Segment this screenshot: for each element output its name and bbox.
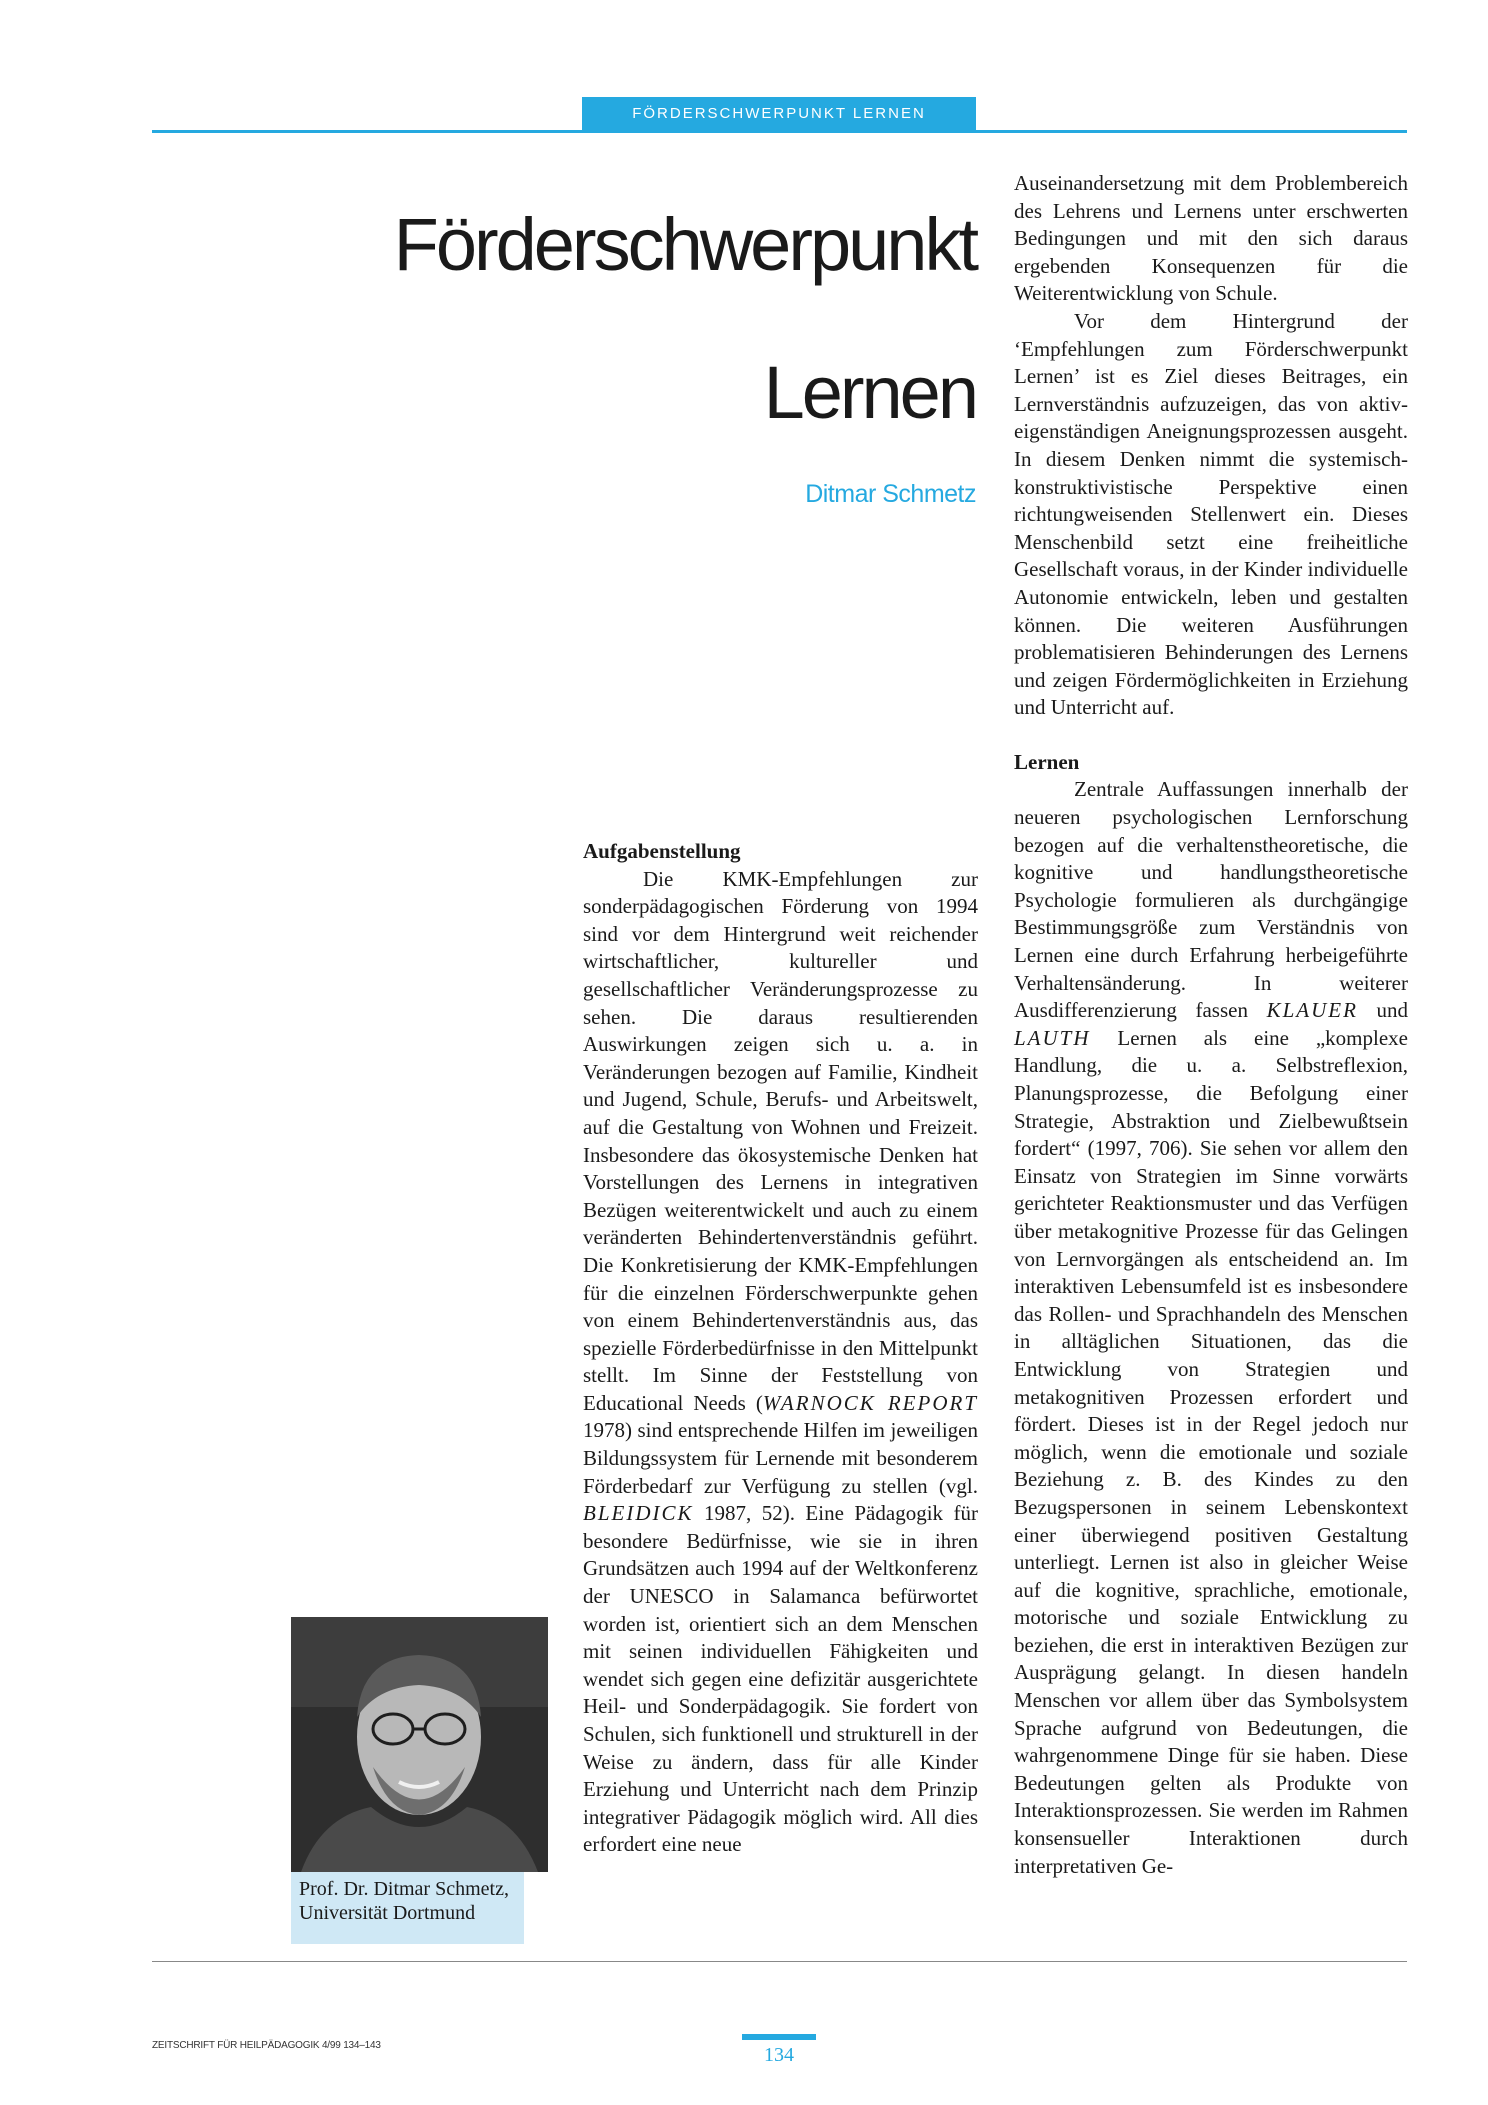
paragraph-lernen (1014, 776, 1408, 1880)
text-run: Die KMK-Empfehlungen zur sonderpädagogischen Förderung von 1994 sind vor dem Hintergrund weit reichender wirtschaftlicher, kultureller und gesellschaftlicher Veränderungsprozesse zu sehen. Die daraus resultierenden Auswirkungen zeigen sich u. a. in Veränderungen bezogen auf Familie, Kindheit und Jugend, Schule, Berufs- und Arbeitswelt, auf die Gestaltung von Wohnen und Freizeit. Insbesondere das ökosystemische Denken hat Vorstellungen des Lernens in integrativen Bezügen weiterentwickelt und auch zu einem veränderten Behindertenverständnis geführt. Die Konkretisierung der KMK-Empfehlungen für die einzelnen Förderschwerpunkte gehen von einem Behindertenverständnis aus, das spezielle Förderbedürfnisse in den Mittelpunkt stellt. Im Sinne der Feststellung von Educational Needs ( (583, 866, 978, 1415)
caption-line1: Prof. Dr. Ditmar Schmetz, (299, 1878, 509, 1900)
text-run: und (1357, 998, 1408, 1023)
paragraph-aufgabenstellung (583, 866, 978, 1859)
article-title-line2: Lernen (763, 351, 976, 434)
section-heading-aufgabenstellung: Aufgabenstellung (583, 839, 741, 863)
paragraph-continued: Auseinandersetzung mit dem Problembereich des Lehrens und Lernens unter erschwerten Bedingungen und mit den sich daraus ergebenden Konsequenzen für die Weiterentwicklung von Schule. (1014, 171, 1408, 306)
text-run: Lernen als eine „komplexe Handlung, die u. a. Selbstreflexion, Planungsprozesse, die Befolgung einer Strategie, Abstraktion und Zielbewußtsein fordert“ (1997, 706). Sie sehen vor allem den Einsatz von Strategien im Sinne vorwärts gerichteter Reaktionsmuster und das Verfügen über metakognitive Prozesse für das Gelingen von Lernvorgängen als entscheidend an. Im interaktiven Lebensumfeld ist es insbesondere das Rollen- und Sprachhandeln des Menschen in alltäglichen Situationen, das die Entwicklung von Strategien und metakognitiven Prozessen erfordert und fördert. Dieses ist in der Regel jedoch nur möglich, wenn die emotionale und soziale Beziehung z. B. des Kindes zu den Bezugspersonen in seinem Lebenskontext einer überwiegend positiven Gestaltung unterliegt. Lernen ist also in gleicher Weise auf die kognitive, sprachliche, emotionale, motorische und soziale Entwicklung zu beziehen, die erst in interaktiven Bezügen zur Ausprägung gelangt. In diesen handeln Menschen vor allem über das Symbolsystem Sprache aufgrund von Bedeutungen, die wahrgenommene Dinge für sie haben. Diese Bedeutungen gelten als Produkte von Interaktionsprozessen. Sie werden im Rahmen konsensueller Interaktionen durch interpretativen Ge- (1014, 1025, 1408, 1878)
article-title-line1: Förderschwerpunkt (393, 203, 976, 286)
page-number-bar (742, 2034, 816, 2040)
footer-rule (152, 1961, 1407, 1962)
text-run: 1978) sind entsprechende Hilfen im jeweiligen Bildungssystem für Lernende mit besonderem Förderbedarf zur Verfügung zu stellen (vgl. (583, 1418, 978, 1498)
citation-warnock: WARNOCK REPORT (762, 1390, 978, 1415)
journal-reference: ZEITSCHRIFT FÜR HEILPÄDAGOGIK 4/99 134–143 (152, 2040, 381, 2051)
citation-klauer: KLAUER (1266, 998, 1358, 1023)
page-number: 134 (764, 2044, 794, 2066)
text-run: 1987, 52). Eine Pädagogik für besondere Bedürfnisse, wie sie in ihren Grundsätzen auch 1994 auf der Weltkonferenz der UNESCO in Salamanca befürwortet worden ist, orientiert sich an dem Menschen mit seinen individuellen Fähigkeiten und wendet sich gegen eine defizitär ausgerichtete Heil- und Sonderpädagogik. Sie fordert von Schulen, sich funktionell und strukturell in der Weise zu ändern, dass für alle Kinder Erziehung und Unterricht nach dem Prinzip integrativer Pädagogik möglich wird. All dies erfordert eine neue (583, 1501, 978, 1857)
right-column (1014, 170, 1408, 1880)
citation-bleidick: BLEIDICK (583, 1501, 694, 1526)
section-header-tab: FÖRDERSCHWERPUNKT LERNEN (582, 97, 976, 131)
section-heading-lernen: Lernen (1014, 749, 1080, 774)
paragraph-intro: Vor dem Hintergrund der ‘Empfehlungen zum Förderschwerpunkt Lernen’ ist es Ziel dieses Beitrages, ein Lernverständnis aufzuzeigen, das von aktiv-eigenständigen Aneignungsprozessen ausgeht. In diesem Denken nimmt die systemisch-konstruktivistische Perspektive einen richtungweisenden Stellenwert ein. Dieses Menschenbild setzt eine freiheitliche Gesellschaft voraus, in der Kinder individuelle Autonomie entwickeln, leben und gestalten können. Die weiteren Ausführungen problematisieren Behinderungen des Lernens und zeigen Fördermöglichkeiten in Erziehung und Unterricht auf. (1014, 308, 1408, 720)
photo-caption (291, 1872, 524, 1944)
middle-column (583, 838, 978, 1859)
text-run: Zentrale Auffassungen innerhalb der neueren psychologischen Lernforschung bezogen auf die verhaltenstheoretische, die kognitive und handlungstheoretische Psychologie formulieren als durchgängige Bestimmungsgröße zum Verständnis von Lernen eine durch Erfahrung herbeigeführte Verhaltensänderung. In weiterer Ausdifferenzierung fassen (1014, 777, 1408, 1023)
portrait-image (291, 1617, 548, 1872)
header-rule (152, 130, 1407, 133)
author-name: Ditmar Schmetz (805, 480, 976, 508)
caption-line2: Universität Dortmund (299, 1902, 476, 1924)
citation-lauth: LAUTH (1014, 1025, 1091, 1050)
author-photo (291, 1617, 548, 1872)
section-gap (1014, 722, 1408, 749)
